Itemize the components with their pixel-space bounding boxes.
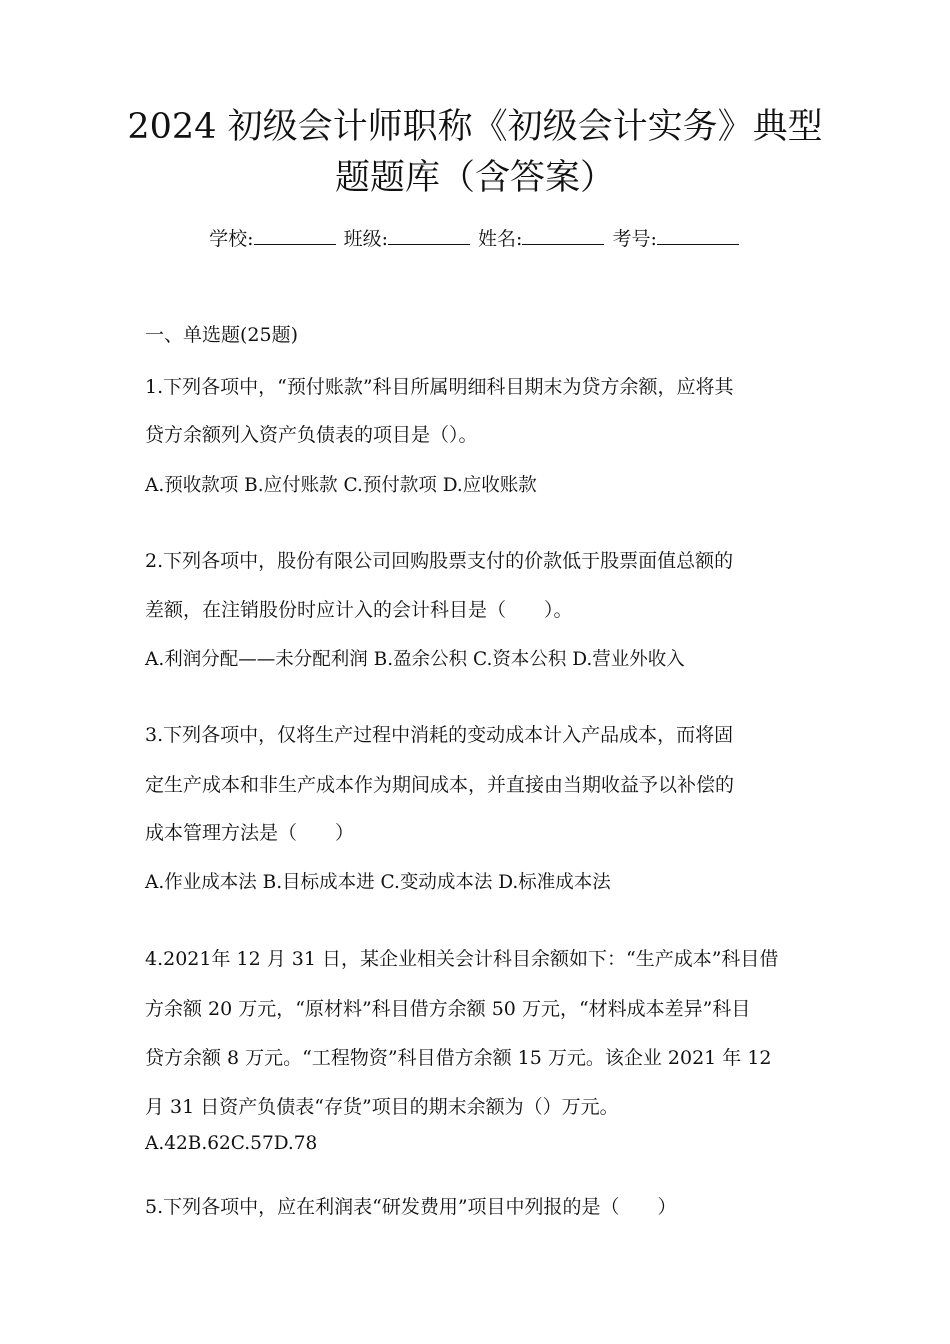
- document-title-line-1: 2024 初级会计师职称《初级会计实务》典型: [127, 107, 823, 147]
- question-3-line-3: 成本管理方法是（ ）: [145, 822, 355, 844]
- question-1-line-1: 1.下列各项中，“预付账款”科目所属明细科目期末为贷方余额，应将其: [145, 376, 734, 398]
- name-blank: [522, 226, 604, 245]
- question-2-line-2: 差额，在注销股份时应计入的会计科目是（ ）。: [145, 599, 573, 621]
- question-1-options: A.预收款项 B.应付账款 C.预付款项 D.应收账款: [145, 475, 537, 496]
- question-3-line-2: 定生产成本和非生产成本作为期间成本，并直接由当期收益予以补偿的: [145, 774, 735, 796]
- question-4-line-2: 方余额 20 万元，“原材料”科目借方余额 50 万元，“材料成本差异”科目: [145, 998, 751, 1020]
- question-2-options: A.利润分配——未分配利润 B.盈余公积 C.资本公积 D.营业外收入: [145, 649, 685, 670]
- question-4-line-4: 月 31 日资产负债表“存货”项目的期末余额为（）万元。: [145, 1096, 619, 1118]
- exam-number-label: 考号:: [612, 228, 657, 250]
- school-label: 学校:: [209, 228, 254, 250]
- name-label: 姓名:: [478, 228, 523, 250]
- question-2-line-1: 2.下列各项中，股份有限公司回购股票支付的价款低于股票面值总额的: [145, 550, 734, 572]
- document-title-line-2: 题题库（含答案）: [334, 158, 615, 198]
- student-info-row: [100, 226, 850, 252]
- question-4-options: A.42B.62C.57D.78: [145, 1133, 318, 1154]
- question-4-line-1: 4.2021年 12 月 31 日，某企业相关会计科目余额如下：“生产成本”科目借: [145, 948, 779, 970]
- question-5-line-1: 5.下列各项中，应在利润表“研发费用”项目中列报的是（ ）: [145, 1196, 677, 1218]
- exam-number-blank: [657, 226, 739, 245]
- question-1-line-2: 贷方余额列入资产负债表的项目是（）。: [145, 424, 478, 446]
- class-label: 班级:: [343, 228, 388, 250]
- section-heading: 一、单选题(25题): [145, 324, 299, 346]
- question-3-options: A.作业成本法 B.目标成本进 C.变动成本法 D.标准成本法: [145, 872, 611, 893]
- question-4-line-3: 贷方余额 8 万元。“工程物资”科目借方余额 15 万元。该企业 2021 年 12: [145, 1047, 772, 1069]
- question-3-line-1: 3.下列各项中，仅将生产过程中消耗的变动成本计入产品成本，而将固: [145, 724, 734, 746]
- class-blank: [388, 226, 470, 245]
- school-blank: [254, 226, 336, 245]
